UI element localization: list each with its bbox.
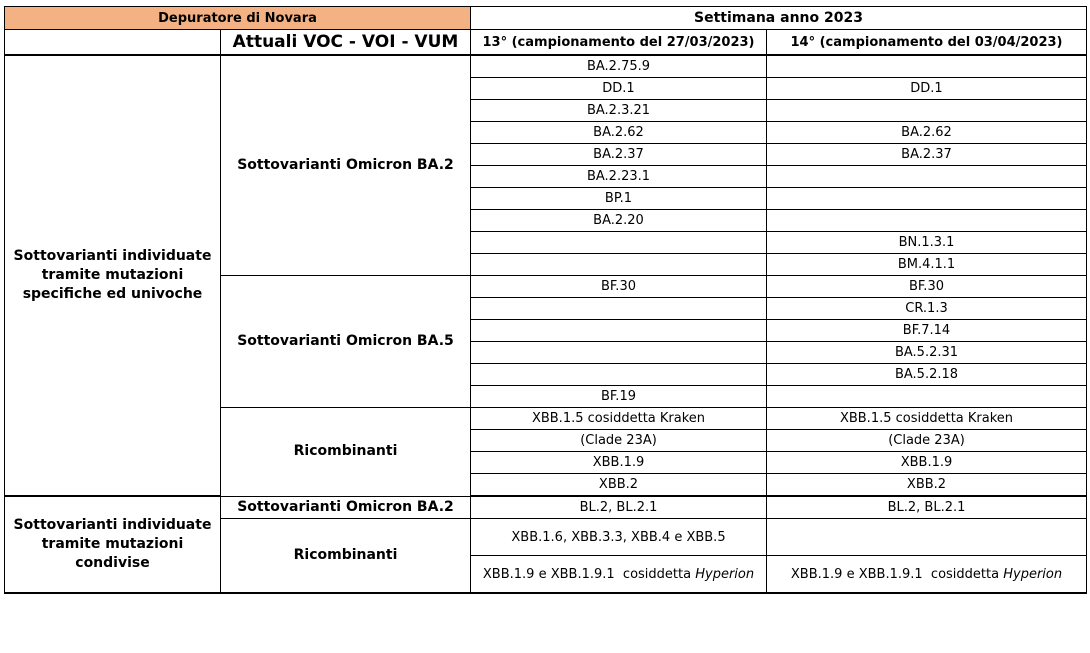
- week14-value: BA.5.2.31: [767, 342, 1087, 364]
- week14-value: [767, 210, 1087, 232]
- week14-value: BA.2.37: [767, 144, 1087, 166]
- week13-value: [471, 232, 767, 254]
- week13-value: BA.2.3.21: [471, 100, 767, 122]
- week14-value: BA.2.62: [767, 122, 1087, 144]
- week13-value: BA.2.62: [471, 122, 767, 144]
- week13-value: XBB.2: [471, 474, 767, 497]
- subgroup-recomb-label: Ricombinanti: [221, 408, 471, 497]
- subgroup-ba2-label: Sottovarianti Omicron BA.2: [221, 55, 471, 276]
- week13-value: [471, 364, 767, 386]
- week14-value: [767, 188, 1087, 210]
- voc-header: Attuali VOC - VOI - VUM: [221, 30, 471, 56]
- table-row: [5, 496, 1087, 519]
- week14-value: BN.1.3.1: [767, 232, 1087, 254]
- site-header: Depuratore di Novara: [5, 7, 471, 30]
- period-header: Settimana anno 2023: [471, 7, 1087, 30]
- week14-value: BM.4.1.1: [767, 254, 1087, 276]
- week14-value: [767, 556, 1087, 594]
- week14-value: BF.7.14: [767, 320, 1087, 342]
- value-text: XBB.1.9 e XBB.1.9.1 cosiddetta: [482, 566, 696, 582]
- week14-value: BL.2, BL.2.1: [767, 496, 1087, 519]
- week13-value: BA.2.75.9: [471, 55, 767, 78]
- value-text: XBB.1.9 e XBB.1.9.1 cosiddetta: [790, 566, 1004, 582]
- subgroup-recomb-shared-label: Ricombinanti: [221, 519, 471, 594]
- value-italic-name: Hyperion: [1003, 566, 1063, 582]
- week14-value: [767, 166, 1087, 188]
- week14-value: (Clade 23A): [767, 430, 1087, 452]
- blank-header-cell: [5, 30, 221, 56]
- week14-value: DD.1: [767, 78, 1087, 100]
- value-italic-name: Hyperion: [695, 566, 755, 582]
- group-specific-label: Sottovarianti individuate tramite mutazioni specifiche ed univoche: [5, 55, 221, 496]
- week13-value: BA.2.20: [471, 210, 767, 232]
- subgroup-ba5-label: Sottovarianti Omicron BA.5: [221, 276, 471, 408]
- week13-value: BA.2.23.1: [471, 166, 767, 188]
- group-shared-label: Sottovarianti individuate tramite mutazioni condivise: [5, 496, 221, 593]
- week13-value: [471, 298, 767, 320]
- week13-value: XBB.1.6, XBB.3.3, XBB.4 e XBB.5: [471, 519, 767, 556]
- week13-value: [471, 556, 767, 594]
- week13-value: BF.19: [471, 386, 767, 408]
- week14-value: XBB.1.9: [767, 452, 1087, 474]
- week13-value: XBB.1.5 cosiddetta Kraken: [471, 408, 767, 430]
- week13-value: (Clade 23A): [471, 430, 767, 452]
- week13-value: BP.1: [471, 188, 767, 210]
- week14-value: BF.30: [767, 276, 1087, 298]
- week14-header: 14° (campionamento del 03/04/2023): [767, 30, 1087, 56]
- week14-value: XBB.2: [767, 474, 1087, 497]
- week14-value: [767, 386, 1087, 408]
- week13-header: 13° (campionamento del 27/03/2023): [471, 30, 767, 56]
- week14-value: [767, 100, 1087, 122]
- week13-value: XBB.1.9: [471, 452, 767, 474]
- week13-value: [471, 342, 767, 364]
- week13-value: BA.2.37: [471, 144, 767, 166]
- variants-table-container: [4, 6, 1087, 594]
- subgroup-ba2-shared-label: Sottovarianti Omicron BA.2: [221, 496, 471, 519]
- table-row: [5, 55, 1087, 78]
- week13-value: DD.1: [471, 78, 767, 100]
- week13-value: BL.2, BL.2.1: [471, 496, 767, 519]
- week13-value: [471, 254, 767, 276]
- week14-value: BA.5.2.18: [767, 364, 1087, 386]
- week14-value: [767, 519, 1087, 556]
- week14-value: [767, 55, 1087, 78]
- week14-value: CR.1.3: [767, 298, 1087, 320]
- week13-value: [471, 320, 767, 342]
- variants-table: [4, 6, 1087, 594]
- week14-value: XBB.1.5 cosiddetta Kraken: [767, 408, 1087, 430]
- week13-value: BF.30: [471, 276, 767, 298]
